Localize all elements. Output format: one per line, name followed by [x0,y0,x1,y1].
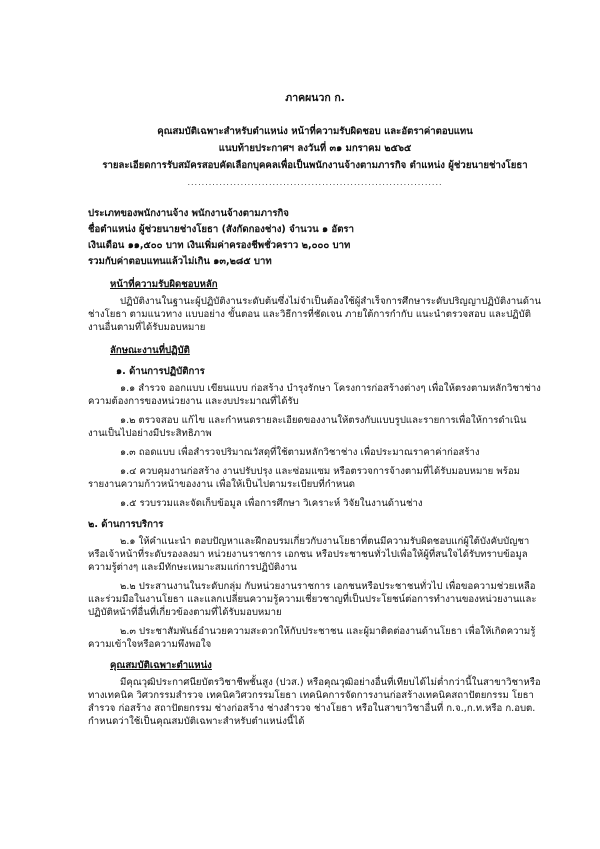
qualifications-text: มีคุณวุฒิประกาศนียบัตรวิชาชีพชั้นสูง (ปวส.) หรือคุณวุฒิอย่างอื่นที่เทียบได้ไม่ต่ำกว่านี้ในสาขาวิชาหรือทางเทคนิค วิศวกรรมสำรวจ เทคนิควิศวกรรมโยธา เทคนิคการจัดการงานก่อสร้างเทคนิคสถาปัตยกรรม โยธา สำรวจ ก่อสร้าง สถาปัตยกรรม ช่างก่อสร้าง ช่างสำรวจ ช่างโยธา หรือในสาขาวิชาอื่นที่ ก.จ.,ก.ท.หรือ ก.อบต. กำหนดว่าใช้เป็นคุณสมบัติเฉพาะสำหรับตำแหน่งนี้ได้ [88,677,541,727]
appendix-title: ภาคผนวก ก. [285,92,345,104]
operations-item: ๑.๔ ควบคุมงานก่อสร้าง งานปรับปรุง และซ่อมแซม หรือตรวจการจ้างตามที่ได้รับมอบหมาย พร้อมรายงานความก้าวหน้าของงาน เพื่อให้เป็นไปตามระเบียบที่กำหนด [88,466,520,490]
services-item: ๒.๒ ประสานงานในระดับกลุ่ม กับหน่วยงานราชการ เอกชนหรือประชาชนทั่วไป เพื่อขอความช่วยเหลือและร่วมมือในงานโยธา และแลกเปลี่ยนความรู้ความเชี่ยวชาญที่เป็นประโยชน์ต่อการทำงานของหน่วยงานและปฏิบัติหน้าที่อื่นที่เกี่ยวข้องตามที่ได้รับมอบหมาย [88,581,537,618]
operations-item: ๑.๑ สำรวจ ออกแบบ เขียนแบบ ก่อสร้าง บำรุงรักษา โครงการก่อสร้างต่างๆ เพื่อให้ตรงตามหลักวิชาช่าง ความต้องการของหน่วยงาน และงบประมาณที่ได้รับ [88,383,541,407]
total-compensation: รวมกับค่าตอบแทนแล้วไม่เกิน ๑๓,๒๘๕ บาท [88,256,272,267]
operations-item: ๑.๒ ตรวจสอบ แก้ไข และกำหนดรายละเอียดของงานให้ตรงกับแบบรูปและรายการเพื่อให้การดำเนินงานเป็นไปอย่างมีประสิทธิภาพ [88,415,527,439]
operations-title: ๑. ด้านการปฏิบัติการ [116,366,205,377]
qualifications-title: คุณสมบัติเฉพาะตำแหน่ง [110,660,212,671]
operations-item: ๑.๕ รวบรวมและจัดเก็บข้อมูล เพื่อการศึกษา วิเคราะห์ วิจัยในงานด้านช่าง [120,498,423,509]
heading-line-3: รายละเอียดการรับสมัครสอบคัดเลือกบุคคลเพื่อเป็นพนักงานจ้างตามภารกิจ ตำแหน่ง ผู้ช่วยนายช่างโยธา [102,160,528,171]
duties-text: ปฏิบัติงานในฐานะผู้ปฏิบัติงานระดับต้นซึ่งไม่จำเป็นต้องใช้ผู้สำเร็จการศึกษาระดับปริญญาปฏิบัติงานด้านช่างโยธา ตามแนวทาง แบบอย่าง ขั้นตอน และวิธีการที่ชัดเจน ภายใต้การกำกับ แนะนำตรวจสอบ และปฏิบัติงานอื่นตามที่ได้รับมอบหมาย [88,296,541,333]
heading-line-1: คุณสมบัติเฉพาะสำหรับตำแหน่ง หน้าที่ความรับผิดชอบ และอัตราค่าตอบแทน [157,126,473,137]
work-title: ลักษณะงานที่ปฏิบัติ [110,345,190,356]
services-item: ๒.๑ ให้คำแนะนำ ตอบปัญหาและฝึกอบรมเกี่ยวกับงานโยธาที่ตนมีความรับผิดชอบแก่ผู้ใต้บังคับบัญชา หรือเจ้าหน้าที่ระดับรองลงมา หน่วยงานราชการ เอกชน หรือประชาชนทั่วไปเพื่อให้ผู้ที่สนใจได้รับทราบข้อมูล ความรู้ต่างๆ และมีทักษะเหมาะสมแก่การปฏิบัติงาน [88,536,530,573]
operations-item: ๑.๓ ถอดแบบ เพื่อสำรวจปริมาณวัสดุที่ใช้ตามหลักวิชาช่าง เพื่อประมาณราคาค่าก่อสร้าง [120,447,480,458]
services-title: ๒. ด้านการบริการ [88,519,164,530]
services-item: ๒.๓ ประชาสัมพันธ์อำนวยความสะดวกให้กับประชาชน และผู้มาติดต่องานด้านโยธา เพื่อให้เกิดความรู้ ความเข้าใจหรือความพึงพอใจ [88,626,536,650]
position-info [88,207,542,268]
employee-type: ประเภทของพนักงานจ้าง พนักงานจ้างตามภารกิจ [88,208,289,219]
position-name: ชื่อตำแหน่ง ผู้ช่วยนายช่างโยธา (สังกัดกองช่าง) จำนวน ๑ อัตรา [88,224,354,235]
salary-line: เงินเดือน ๑๑,๕๐๐ บาท เงินเพิ่มค่าครองชีพชั่วคราว ๒,๐๐๐ บาท [88,240,351,251]
duties-title: หน้าที่ความรับผิดชอบหลัก [110,279,218,290]
heading-line-2: แนบท้ายประกาศฯ ลงวันที่ ๓๑ มกราคม ๒๕๖๕ [218,143,412,154]
dotted-separator: ........................................................................ [187,178,443,187]
